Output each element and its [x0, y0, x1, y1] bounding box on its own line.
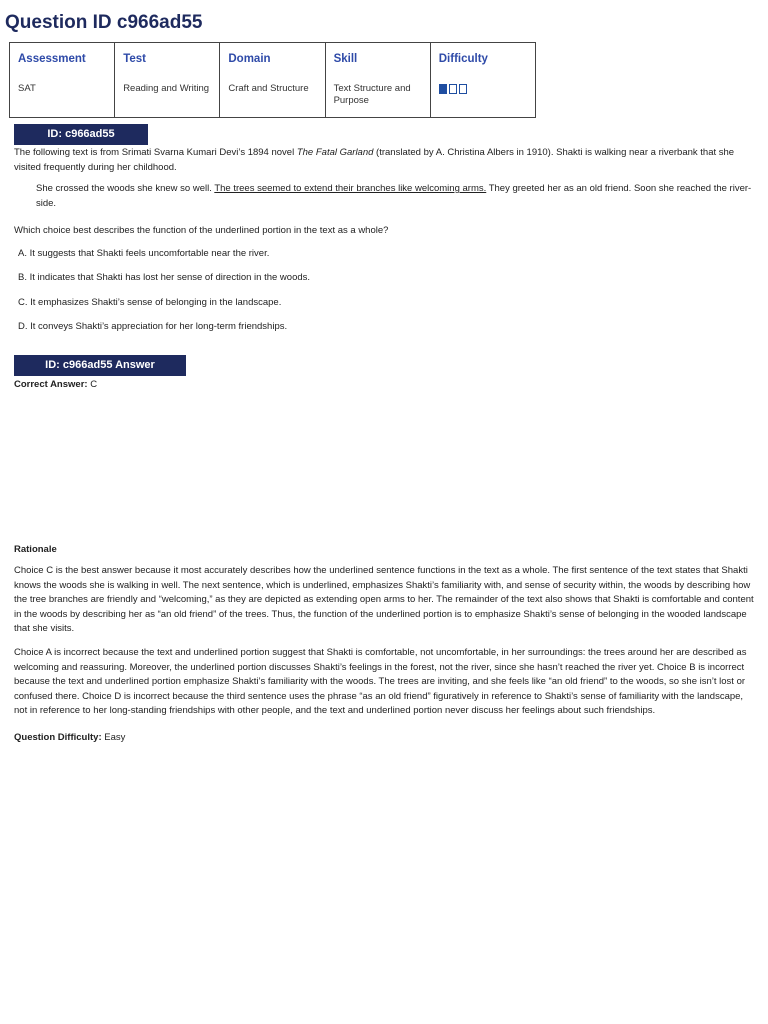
choice-d: D. It conveys Shakti’s appreciation for her long-term friendships.: [18, 321, 288, 332]
choice-c: C. It emphasizes Shakti’s sense of belonging in the landscape.: [18, 297, 282, 308]
correct-answer-label: Correct Answer:: [14, 379, 88, 390]
value-skill: Text Structure and Purpose: [325, 71, 430, 118]
difficulty-box-3: [459, 84, 467, 94]
passage-after: They greeted her as an old friend. Soon she reached the river-side.: [36, 183, 752, 209]
header-assessment: Assessment: [10, 43, 115, 71]
question-id-banner: ID: c966ad55: [14, 124, 148, 145]
difficulty-box-1: [439, 84, 447, 94]
question-intro: [14, 146, 754, 175]
novel-title: The Fatal Garland: [296, 147, 374, 158]
rationale-paragraph-1: Choice C is the best answer because it most accurately describes how the underlined sentence functions in the text as a whole. The first sentence of the text states that Shakti knows the woods she is walking in well. The next sentence, which is underlined, emphasizes Shakti’s familiarity with, and sense of security within, the woods by describing how the tree branches are friendly and “welcoming,” as they are depicted as extending open arms to her. The remainder of the text also shows that Shakti is comfortable and content in the woods by describing her as “an old friend” of the trees. Thus, the function of the underlined portion is to emphasize Shakti’s sense of belonging in the wooded landscape that she visits.: [14, 565, 754, 634]
passage-underlined: The trees seemed to extend their branches like welcoming arms.: [214, 183, 487, 194]
header-domain: Domain: [220, 43, 325, 71]
question-prompt: Which choice best describes the function of the underlined portion in the text as a whole?: [14, 225, 389, 236]
correct-answer: [14, 378, 754, 393]
question-difficulty-value: Easy: [101, 732, 126, 743]
choice-b: B. It indicates that Shakti has lost her sense of direction in the woods.: [18, 272, 311, 283]
question-meta-table: [9, 42, 536, 118]
difficulty-box-2: [449, 84, 457, 94]
question-difficulty: [14, 731, 754, 746]
value-domain: Craft and Structure: [220, 71, 325, 118]
difficulty-indicator: [430, 71, 535, 118]
header-difficulty: Difficulty: [430, 43, 535, 71]
answer-id-banner: ID: c966ad55 Answer: [14, 355, 186, 376]
intro-text-2: (translated by A. Christina Albers in 1910). Shakti is walking near a riverbank that she visited frequently during her childhood.: [14, 147, 735, 173]
passage-text: [36, 182, 752, 211]
rationale-paragraph-2: Choice A is incorrect because the text and underlined portion suggest that Shakti is comfortable, not uncomfortable, in her surroundings: the trees around her are described as welcoming and reassuring. Moreover, the underlined portion discusses Shakti’s feelings in the forest, not the river, since she hasn’t reached the river yet. Choice B is incorrect because the text and underlined portion emphasize Shakti’s familiarity with the woods. The trees are inviting, and she feels like “an old friend” to the woods, so she isn’t lost or confused there. Choice D is incorrect because the third sentence uses the phrase “as an old friend” figuratively in reference to Shakti’s sense of familiarity with the landscape, not in reference to her long-standing friendships with other people, and the text and underlined portion never discuss her feelings about such friendships.: [14, 647, 747, 716]
correct-answer-value: C: [87, 379, 98, 390]
header-skill: Skill: [325, 43, 430, 71]
rationale-heading: Rationale: [14, 544, 57, 555]
value-assessment: SAT: [10, 71, 115, 118]
choice-a: A. It suggests that Shakti feels uncomfortable near the river.: [18, 248, 270, 259]
value-test: Reading and Writing: [115, 71, 220, 118]
page-title: Question ID c966ad55: [5, 12, 203, 33]
intro-text-1: The following text is from Srimati Svarna Kumari Devi’s 1894 novel: [14, 147, 297, 158]
passage-before: She crossed the woods she knew so well.: [36, 183, 215, 194]
header-test: Test: [115, 43, 220, 71]
question-difficulty-label: Question Difficulty:: [14, 732, 102, 743]
